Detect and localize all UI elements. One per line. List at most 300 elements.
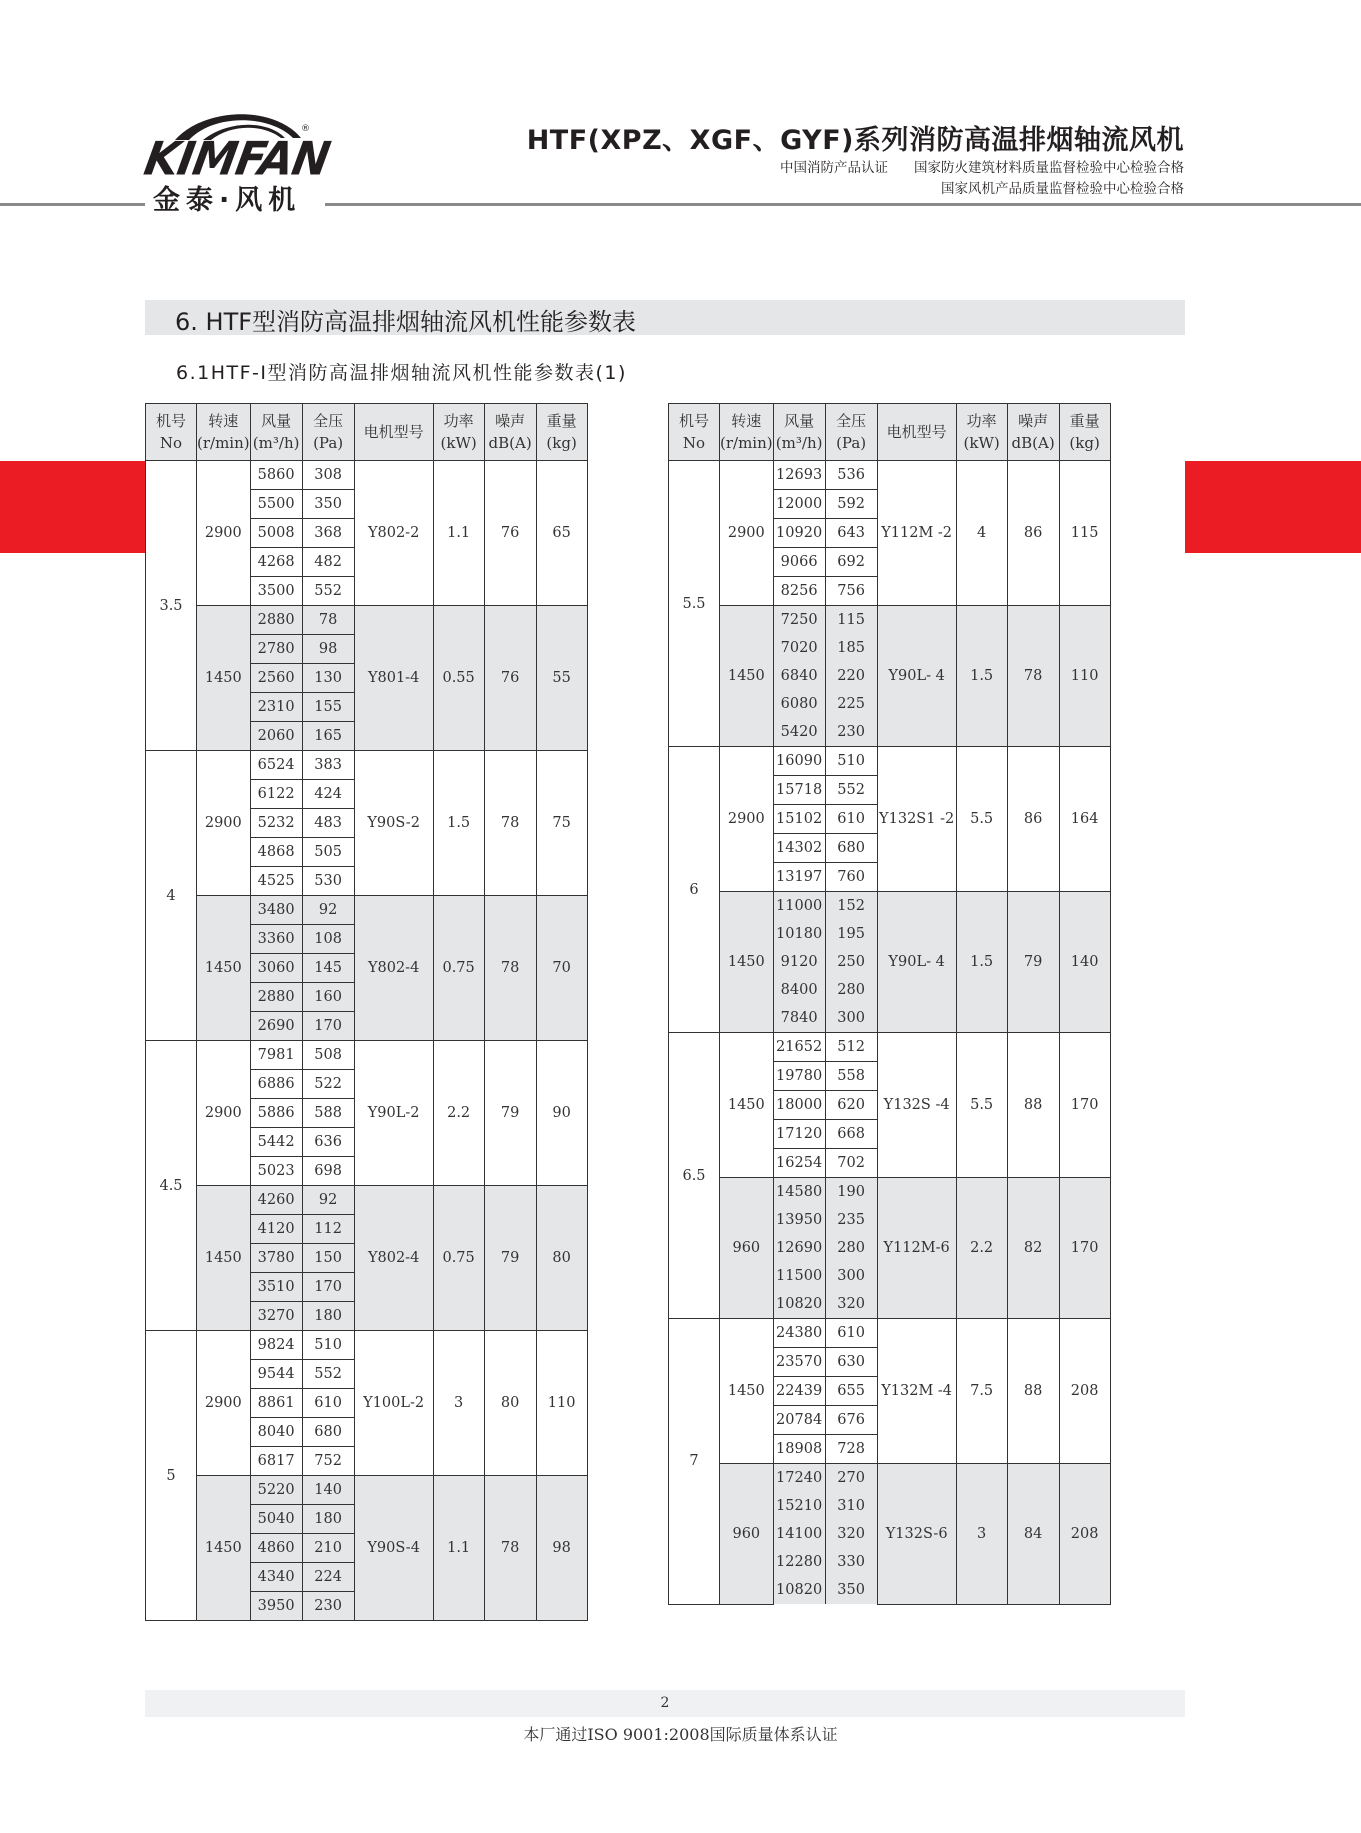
column-header-label: 噪声: [495, 412, 526, 430]
footer-certification-text: 本厂通过ISO 9001:2008国际质量体系认证: [523, 1725, 838, 1744]
pressure-cell: 756: [825, 577, 877, 606]
airflow-cell: 20784: [773, 1406, 825, 1435]
airflow-cell: 4525: [250, 867, 302, 896]
pressure-cell: 508: [302, 1041, 354, 1070]
airflow-cell: 3510: [250, 1273, 302, 1302]
column-header-unit: dB(A): [1011, 434, 1055, 452]
table-row: [146, 461, 588, 490]
pressure-cell: 170: [302, 1012, 354, 1041]
pressure-cell: 620: [825, 1091, 877, 1120]
column-header: [484, 404, 536, 461]
airflow-cell: 8256: [773, 577, 825, 606]
noise-cell: 88: [1007, 1319, 1059, 1464]
airflow-cell: 18908: [773, 1435, 825, 1464]
pressure-cell: 350: [302, 490, 354, 519]
pressure-cell: 92: [302, 896, 354, 925]
speed-cell: 1450: [720, 1033, 774, 1178]
power-cell: 1.5: [433, 751, 484, 896]
column-header-label: 风量: [784, 412, 815, 430]
noise-cell: 79: [484, 1186, 536, 1331]
pressure-cell: 78: [302, 606, 354, 635]
column-header: [877, 404, 956, 461]
weight-cell: 65: [536, 461, 587, 606]
motor-cell: Y90S-4: [354, 1476, 433, 1621]
pressure-cell: 483: [302, 809, 354, 838]
motor-cell: Y90L-2: [354, 1041, 433, 1186]
table-row: [669, 892, 1111, 921]
motor-cell: Y132S1 -2: [877, 747, 956, 892]
column-header: [536, 404, 587, 461]
column-header-label: 重量: [1069, 412, 1100, 430]
speed-cell: 1450: [720, 606, 774, 747]
power-cell: 1.1: [433, 1476, 484, 1621]
pressure-cell: 152: [825, 892, 877, 921]
pressure-cell: 676: [825, 1406, 877, 1435]
column-header-unit: (kg): [1069, 434, 1100, 452]
motor-cell: Y112M -2: [877, 461, 956, 606]
airflow-cell: 7981: [250, 1041, 302, 1070]
motor-cell: Y132S-6: [877, 1464, 956, 1605]
section-heading-bar: [145, 300, 1185, 335]
pressure-cell: 728: [825, 1435, 877, 1464]
pressure-cell: 190: [825, 1178, 877, 1207]
red-accent-band-left: [0, 461, 145, 553]
column-header: [669, 404, 720, 461]
airflow-cell: 5420: [773, 718, 825, 747]
noise-cell: 79: [1007, 892, 1059, 1033]
pressure-cell: 522: [302, 1070, 354, 1099]
airflow-cell: 5023: [250, 1157, 302, 1186]
pressure-cell: 552: [302, 1360, 354, 1389]
airflow-cell: 3780: [250, 1244, 302, 1273]
airflow-cell: 3950: [250, 1592, 302, 1621]
table-row: [669, 461, 1111, 490]
fan-number-cell: 6.5: [669, 1033, 720, 1319]
pressure-cell: 610: [302, 1389, 354, 1418]
pressure-cell: 145: [302, 954, 354, 983]
column-header-unit: (Pa): [313, 434, 344, 452]
weight-cell: 110: [536, 1331, 587, 1476]
table-row: [146, 1476, 588, 1505]
speed-cell: 1450: [720, 892, 774, 1033]
pressure-cell: 195: [825, 920, 877, 948]
column-header-label: 噪声: [1018, 412, 1049, 430]
table-row: [669, 747, 1111, 776]
performance-table-left: [145, 403, 588, 1621]
airflow-cell: 6817: [250, 1447, 302, 1476]
pressure-cell: 643: [825, 519, 877, 548]
table-row: [669, 1178, 1111, 1207]
weight-cell: 164: [1059, 747, 1110, 892]
airflow-cell: 18000: [773, 1091, 825, 1120]
airflow-cell: 14302: [773, 834, 825, 863]
airflow-cell: 6122: [250, 780, 302, 809]
speed-cell: 1450: [197, 606, 251, 751]
speed-cell: 2900: [197, 1041, 251, 1186]
column-header-label: 全压: [836, 412, 867, 430]
motor-cell: Y132S -4: [877, 1033, 956, 1178]
pressure-cell: 698: [302, 1157, 354, 1186]
column-header-label: 电机型号: [886, 423, 947, 441]
cert-fire-materials: 国家防火建筑材料质量监督检验中心检验合格: [914, 160, 1184, 176]
table-row: [669, 1033, 1111, 1062]
column-header-label: 功率: [443, 412, 474, 430]
pressure-cell: 610: [825, 805, 877, 834]
pressure-cell: 552: [302, 577, 354, 606]
pressure-cell: 155: [302, 693, 354, 722]
column-header-unit: (m³/h): [252, 434, 300, 452]
speed-cell: 960: [720, 1178, 774, 1319]
header-row: [669, 404, 1111, 461]
weight-cell: 115: [1059, 461, 1110, 606]
pressure-cell: 280: [825, 976, 877, 1004]
table-row: [669, 606, 1111, 635]
airflow-cell: 2780: [250, 635, 302, 664]
pressure-cell: 350: [825, 1576, 877, 1604]
pressure-cell: 320: [825, 1290, 877, 1319]
weight-cell: 75: [536, 751, 587, 896]
airflow-cell: 12000: [773, 490, 825, 519]
noise-cell: 78: [484, 896, 536, 1041]
motor-cell: Y802-4: [354, 1186, 433, 1331]
noise-cell: 84: [1007, 1464, 1059, 1605]
pressure-cell: 185: [825, 634, 877, 662]
motor-cell: Y90L- 4: [877, 606, 956, 747]
airflow-cell: 15102: [773, 805, 825, 834]
pressure-cell: 280: [825, 1234, 877, 1262]
airflow-cell: 2310: [250, 693, 302, 722]
airflow-cell: 9120: [773, 948, 825, 976]
pressure-cell: 108: [302, 925, 354, 954]
speed-cell: 960: [720, 1464, 774, 1605]
pressure-cell: 92: [302, 1186, 354, 1215]
pressure-cell: 383: [302, 751, 354, 780]
weight-cell: 170: [1059, 1178, 1110, 1319]
column-header: [825, 404, 877, 461]
page-number: 2: [660, 1695, 670, 1711]
airflow-cell: 2060: [250, 722, 302, 751]
pressure-cell: 558: [825, 1062, 877, 1091]
column-header-label: 机号: [155, 412, 186, 430]
fan-number-cell: 5: [146, 1331, 197, 1621]
noise-cell: 76: [484, 461, 536, 606]
pressure-cell: 680: [302, 1418, 354, 1447]
column-header: [773, 404, 825, 461]
airflow-cell: 23570: [773, 1348, 825, 1377]
pressure-cell: 310: [825, 1492, 877, 1520]
table-row: [146, 606, 588, 635]
motor-cell: Y100L-2: [354, 1331, 433, 1476]
pressure-cell: 150: [302, 1244, 354, 1273]
table-row: [146, 1186, 588, 1215]
noise-cell: 80: [484, 1331, 536, 1476]
registered-mark: ®: [301, 124, 310, 134]
cert-china-fire: 中国消防产品认证: [780, 160, 888, 176]
table-row: [146, 751, 588, 780]
weight-cell: 80: [536, 1186, 587, 1331]
power-cell: 2.2: [956, 1178, 1007, 1319]
power-cell: 0.75: [433, 1186, 484, 1331]
airflow-cell: 8400: [773, 976, 825, 1004]
speed-cell: 1450: [720, 1319, 774, 1464]
table-row: [146, 1041, 588, 1070]
motor-cell: Y801-4: [354, 606, 433, 751]
motor-cell: Y802-4: [354, 896, 433, 1041]
weight-cell: 98: [536, 1476, 587, 1621]
pressure-cell: 165: [302, 722, 354, 751]
pressure-cell: 505: [302, 838, 354, 867]
speed-cell: 2900: [197, 1331, 251, 1476]
pressure-cell: 692: [825, 548, 877, 577]
fan-number-cell: 5.5: [669, 461, 720, 747]
column-header: [1059, 404, 1110, 461]
column-header-unit: (Pa): [836, 434, 867, 452]
power-cell: 1.1: [433, 461, 484, 606]
noise-cell: 86: [1007, 747, 1059, 892]
airflow-cell: 2880: [250, 983, 302, 1012]
airflow-cell: 3360: [250, 925, 302, 954]
pressure-cell: 300: [825, 1004, 877, 1033]
pressure-cell: 668: [825, 1120, 877, 1149]
airflow-cell: 8040: [250, 1418, 302, 1447]
performance-table-right: [668, 403, 1111, 1605]
airflow-cell: 5220: [250, 1476, 302, 1505]
power-cell: 1.5: [956, 606, 1007, 747]
power-cell: 2.2: [433, 1041, 484, 1186]
airflow-cell: 15718: [773, 776, 825, 805]
airflow-cell: 4860: [250, 1534, 302, 1563]
table-row: [146, 896, 588, 925]
pressure-cell: 308: [302, 461, 354, 490]
airflow-cell: 4120: [250, 1215, 302, 1244]
airflow-cell: 5232: [250, 809, 302, 838]
weight-cell: 140: [1059, 892, 1110, 1033]
section-title: 6. HTF型消防高温排烟轴流风机性能参数表: [175, 308, 637, 336]
pressure-cell: 510: [825, 747, 877, 776]
pressure-cell: 225: [825, 690, 877, 718]
airflow-cell: 4868: [250, 838, 302, 867]
airflow-cell: 9066: [773, 548, 825, 577]
weight-cell: 90: [536, 1041, 587, 1186]
fan-number-cell: 7: [669, 1319, 720, 1605]
document-title: HTF(XPZ、XGF、GYF)系列消防高温排烟轴流风机: [526, 125, 1184, 156]
airflow-cell: 10920: [773, 519, 825, 548]
column-header: [250, 404, 302, 461]
pressure-cell: 630: [825, 1348, 877, 1377]
airflow-cell: 3480: [250, 896, 302, 925]
pressure-cell: 330: [825, 1548, 877, 1576]
airflow-cell: 21652: [773, 1033, 825, 1062]
column-header-label: 机号: [678, 412, 709, 430]
pressure-cell: 424: [302, 780, 354, 809]
column-header: [146, 404, 197, 461]
airflow-cell: 10820: [773, 1290, 825, 1319]
column-header: [956, 404, 1007, 461]
airflow-cell: 14100: [773, 1520, 825, 1548]
fan-number-cell: 3.5: [146, 461, 197, 751]
pressure-cell: 300: [825, 1262, 877, 1290]
column-header: [197, 404, 251, 461]
pressure-cell: 552: [825, 776, 877, 805]
pressure-cell: 530: [302, 867, 354, 896]
noise-cell: 76: [484, 606, 536, 751]
pressure-cell: 220: [825, 662, 877, 690]
airflow-cell: 12280: [773, 1548, 825, 1576]
airflow-cell: 15210: [773, 1492, 825, 1520]
airflow-cell: 5442: [250, 1128, 302, 1157]
pressure-cell: 680: [825, 834, 877, 863]
pressure-cell: 230: [302, 1592, 354, 1621]
pressure-cell: 702: [825, 1149, 877, 1178]
column-header-label: 风量: [261, 412, 292, 430]
pressure-cell: 588: [302, 1099, 354, 1128]
pressure-cell: 760: [825, 863, 877, 892]
airflow-cell: 4260: [250, 1186, 302, 1215]
airflow-cell: 17240: [773, 1464, 825, 1493]
pressure-cell: 224: [302, 1563, 354, 1592]
airflow-cell: 5008: [250, 519, 302, 548]
table-row: [669, 1319, 1111, 1348]
column-header-label: 重量: [546, 412, 577, 430]
power-cell: 3: [433, 1331, 484, 1476]
header-rule-right: [325, 203, 1361, 206]
power-cell: 7.5: [956, 1319, 1007, 1464]
column-header-unit: (r/min): [720, 434, 773, 452]
pressure-cell: 655: [825, 1377, 877, 1406]
airflow-cell: 6886: [250, 1070, 302, 1099]
power-cell: 0.55: [433, 606, 484, 751]
airflow-cell: 5886: [250, 1099, 302, 1128]
column-header: [1007, 404, 1059, 461]
motor-cell: Y90L- 4: [877, 892, 956, 1033]
pressure-cell: 115: [825, 606, 877, 635]
airflow-cell: 24380: [773, 1319, 825, 1348]
weight-cell: 55: [536, 606, 587, 751]
column-header-unit: (kW): [440, 434, 477, 452]
speed-cell: 1450: [197, 1186, 251, 1331]
airflow-cell: 13950: [773, 1206, 825, 1234]
power-cell: 4: [956, 461, 1007, 606]
column-header-label: 功率: [966, 412, 997, 430]
weight-cell: 170: [1059, 1033, 1110, 1178]
pressure-cell: 636: [302, 1128, 354, 1157]
weight-cell: 110: [1059, 606, 1110, 747]
pressure-cell: 250: [825, 948, 877, 976]
column-header-label: 电机型号: [363, 423, 424, 441]
airflow-cell: 4340: [250, 1563, 302, 1592]
column-header-unit: dB(A): [488, 434, 532, 452]
airflow-cell: 6080: [773, 690, 825, 718]
column-header-unit: No: [682, 434, 706, 452]
airflow-cell: 3060: [250, 954, 302, 983]
pressure-cell: 270: [825, 1464, 877, 1493]
power-cell: 5.5: [956, 747, 1007, 892]
weight-cell: 208: [1059, 1319, 1110, 1464]
speed-cell: 2900: [197, 461, 251, 606]
airflow-cell: 5040: [250, 1505, 302, 1534]
table-row: [146, 1331, 588, 1360]
pressure-cell: 210: [302, 1534, 354, 1563]
column-header: [354, 404, 433, 461]
column-header: [720, 404, 774, 461]
power-cell: 0.75: [433, 896, 484, 1041]
speed-cell: 2900: [720, 461, 774, 606]
airflow-cell: 5860: [250, 461, 302, 490]
logo-chinese-name: 金泰·风机: [153, 185, 302, 216]
column-header-label: 全压: [313, 412, 344, 430]
noise-cell: 78: [484, 1476, 536, 1621]
header-row: [146, 404, 588, 461]
motor-cell: Y90S-2: [354, 751, 433, 896]
airflow-cell: 5500: [250, 490, 302, 519]
pressure-cell: 536: [825, 461, 877, 490]
speed-cell: 1450: [197, 896, 251, 1041]
kimfan-logo: [140, 108, 334, 216]
airflow-cell: 7250: [773, 606, 825, 635]
header-rule-left: [0, 203, 145, 206]
airflow-cell: 9544: [250, 1360, 302, 1389]
noise-cell: 78: [1007, 606, 1059, 747]
pressure-cell: 170: [302, 1273, 354, 1302]
airflow-cell: 12690: [773, 1234, 825, 1262]
column-header: [302, 404, 354, 461]
airflow-cell: 13197: [773, 863, 825, 892]
column-header-unit: No: [159, 434, 183, 452]
power-cell: 3: [956, 1464, 1007, 1605]
airflow-cell: 22439: [773, 1377, 825, 1406]
noise-cell: 86: [1007, 461, 1059, 606]
pressure-cell: 592: [825, 490, 877, 519]
airflow-cell: 2880: [250, 606, 302, 635]
fan-number-cell: 4.5: [146, 1041, 197, 1331]
pressure-cell: 368: [302, 519, 354, 548]
pressure-cell: 512: [825, 1033, 877, 1062]
column-header-unit: (kg): [546, 434, 577, 452]
speed-cell: 2900: [720, 747, 774, 892]
table-row: [669, 1464, 1111, 1493]
weight-cell: 208: [1059, 1464, 1110, 1605]
airflow-cell: 4268: [250, 548, 302, 577]
column-header: [433, 404, 484, 461]
airflow-cell: 16090: [773, 747, 825, 776]
motor-cell: Y112M-6: [877, 1178, 956, 1319]
airflow-cell: 10180: [773, 920, 825, 948]
column-header-label: 转速: [731, 412, 762, 430]
noise-cell: 88: [1007, 1033, 1059, 1178]
airflow-cell: 3500: [250, 577, 302, 606]
cert-fan-quality: 国家风机产品质量监督检验中心检验合格: [941, 181, 1184, 197]
airflow-cell: 7840: [773, 1004, 825, 1033]
red-accent-band-right: [1185, 461, 1361, 553]
pressure-cell: 112: [302, 1215, 354, 1244]
airflow-cell: 6840: [773, 662, 825, 690]
airflow-cell: 2560: [250, 664, 302, 693]
airflow-cell: 14580: [773, 1178, 825, 1207]
airflow-cell: 11500: [773, 1262, 825, 1290]
logo-wordmark: KIMFAN: [140, 132, 334, 187]
airflow-cell: 16254: [773, 1149, 825, 1178]
airflow-cell: 2690: [250, 1012, 302, 1041]
pressure-cell: 610: [825, 1319, 877, 1348]
pressure-cell: 140: [302, 1476, 354, 1505]
noise-cell: 79: [484, 1041, 536, 1186]
pressure-cell: 510: [302, 1331, 354, 1360]
pressure-cell: 180: [302, 1505, 354, 1534]
airflow-cell: 12693: [773, 461, 825, 490]
certifications: [780, 158, 1184, 200]
column-header-unit: (kW): [963, 434, 1000, 452]
motor-cell: Y802-2: [354, 461, 433, 606]
